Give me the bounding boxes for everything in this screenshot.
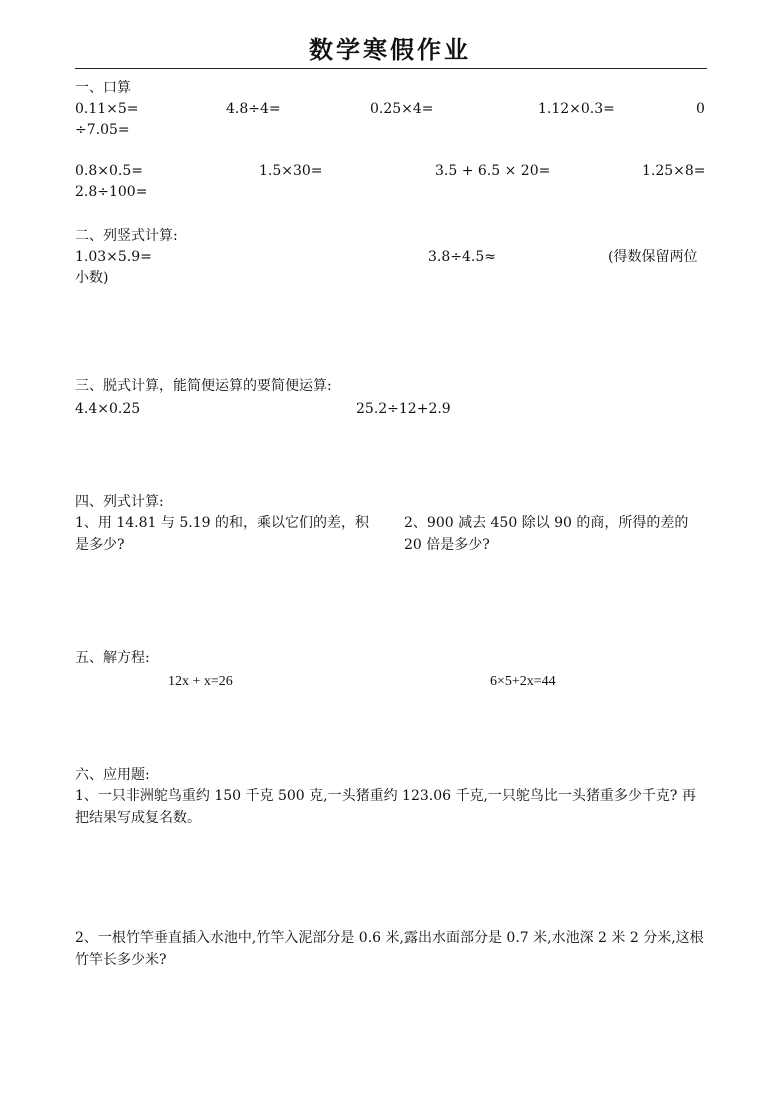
stepwise-calc-2: 25.2÷12+2.9 (356, 401, 451, 417)
section-6-heading: 六、应用题: (75, 767, 150, 783)
equation-2: 6×5+2x=44 (490, 674, 556, 689)
oral-problem-8: 3.5 + 6.5 × 20= (435, 163, 551, 179)
oral-problem-6: 0.8×0.5= (75, 163, 143, 179)
section-1-heading: 一、口算 (75, 80, 131, 96)
oral-problem-9: 1.25×8= (642, 163, 706, 179)
oral-problem-1: 0.11×5= (75, 101, 139, 117)
vertical-calc-note-end: 小数) (75, 270, 109, 286)
word-calc-2: 2、900 减去 450 除以 90 的商，所得的差的 20 倍是多少? (404, 515, 689, 553)
oral-problem-5-start: 0 (696, 101, 705, 117)
vertical-calc-1: 1.03×5.9= (75, 249, 152, 265)
equation-1: 12x + x=26 (168, 674, 233, 689)
vertical-calc-note: (得数保留两位 (608, 249, 698, 265)
stepwise-calc-1: 4.4×0.25 (75, 401, 141, 417)
page-title: 数学寒假作业 (309, 36, 471, 64)
oral-problem-3: 0.25×4= (370, 101, 434, 117)
oral-problem-2: 4.8÷4= (226, 101, 281, 117)
oral-problem-4: 1.12×0.3= (538, 101, 615, 117)
application-problem-2: 2、一根竹竿垂直插入水池中,竹竿入泥部分是 0.6 米,露出水面部分是 0.7 米,水池深 2 米 2 分米,这根竹竿长多少米? (75, 930, 704, 968)
title-divider (75, 68, 707, 69)
word-calc-1: 1、用 14.81 与 5.19 的和，乘以它们的差，积是多少? (75, 515, 369, 553)
section-5-heading: 五、解方程: (75, 650, 150, 666)
section-3-heading: 三、脱式计算，能简便运算的要简便运算: (75, 378, 332, 394)
application-problem-1: 1、一只非洲鸵鸟重约 150 千克 500 克,一头猪重约 123.06 千克,一只鸵鸟比一头猪重多少千克? 再把结果写成复名数。 (75, 788, 696, 826)
section-2-heading: 二、列竖式计算: (75, 228, 178, 244)
oral-problem-5-end: ÷7.05= (75, 122, 130, 138)
section-4-heading: 四、列式计算: (75, 494, 164, 510)
vertical-calc-2: 3.8÷4.5≈ (428, 249, 496, 265)
oral-problem-7: 1.5×30= (259, 163, 323, 179)
oral-problem-10: 2.8÷100= (75, 184, 148, 200)
